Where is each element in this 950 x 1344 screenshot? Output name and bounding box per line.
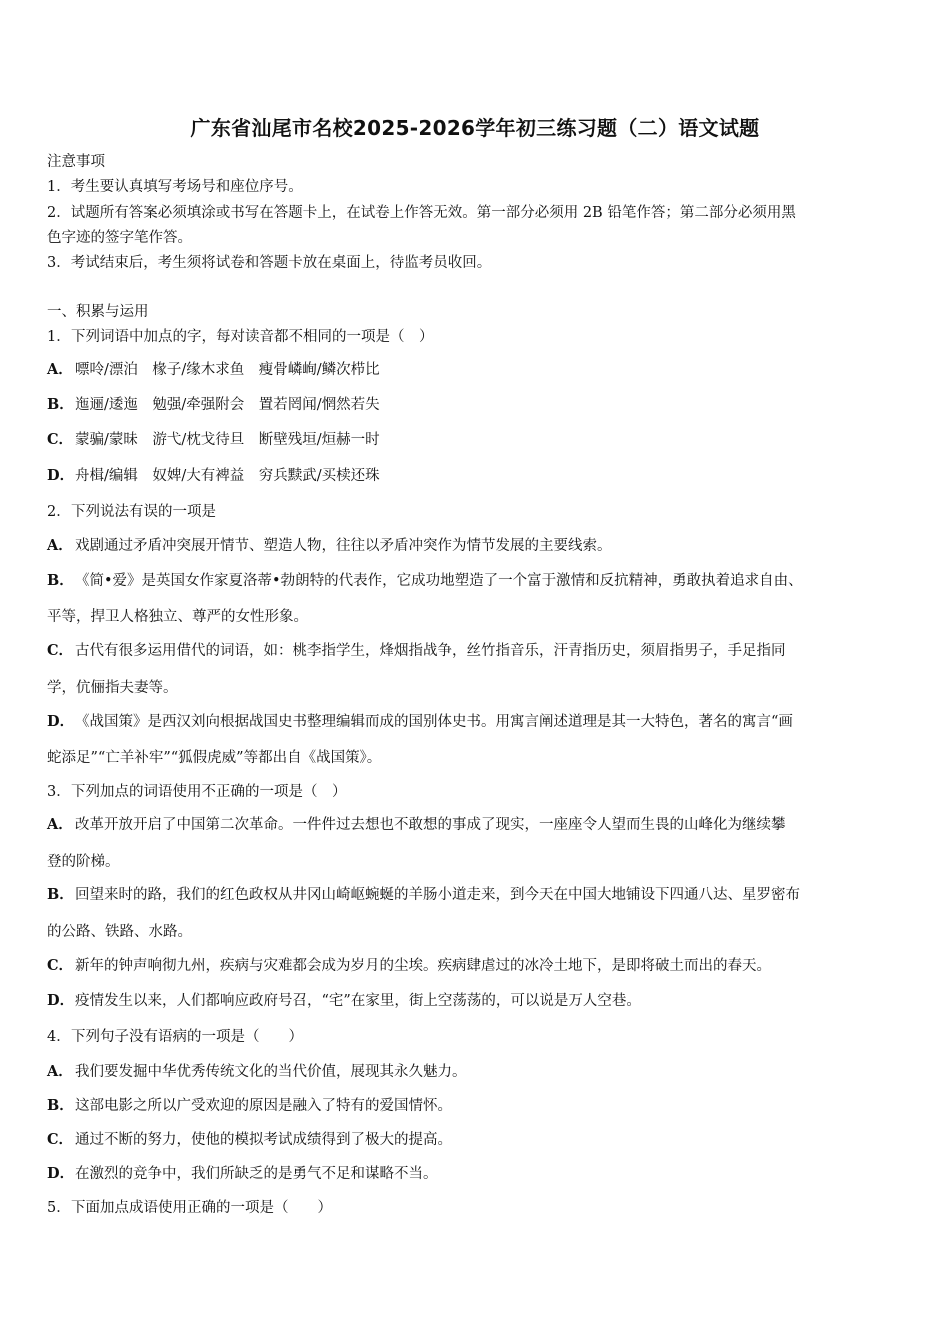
q2-option-b [47, 571, 907, 591]
option-text-continued: 的公路、铁路、水路。 [47, 924, 192, 940]
q3-option-d [47, 991, 907, 1011]
option-text: 我们要发掘中华优秀传统文化的当代价值，展现其永久魅力。 [75, 1064, 467, 1080]
option-text: 改革开放开启了中国第二次革命。一件件过去想也不敢想的事成了现实，一座座令人望而生畏的山峰化为继续攀 [75, 817, 786, 833]
option-text: 疫情发生以来，人们都响应政府号召，“宅”在家里，街上空荡荡的，可以说是万人空巷。 [75, 993, 641, 1009]
option-text: 回望来时的路，我们的红色政权从井冈山崎岖蜿蜒的羊肠小道走来，到今天在中国大地铺设下四通八达、星罗密布 [75, 887, 800, 903]
option-label: A． [47, 816, 73, 833]
q3-option-b [47, 885, 907, 905]
question-stem: 下列说法有误的一项是 [71, 504, 216, 520]
option-text: 新年的钟声响彻九州，疾病与灾难都会成为岁月的尘埃。疾病肆虐过的冰冷土地下，是即将破土而出的春天。 [75, 958, 771, 974]
question-3 [47, 782, 907, 802]
page-title: 广东省汕尾市名校2025-2026学年初三练习题（二）语文试题 [190, 116, 760, 140]
question-stem: 下面加点成语使用正确的一项是（ ） [71, 1200, 332, 1216]
q1-option-d [47, 466, 907, 486]
question-number: 1． [47, 329, 71, 345]
option-text: 这部电影之所以广受欢迎的原因是融入了特有的爱国情怀。 [75, 1098, 452, 1114]
option-label: D． [47, 1165, 75, 1182]
q3-option-a [47, 815, 907, 835]
q2-option-a [47, 536, 907, 556]
option-label: C． [47, 1131, 74, 1148]
option-label: C． [47, 957, 74, 974]
option-text: 戏剧通过矛盾冲突展开情节、塑造人物，往往以矛盾冲突作为情节发展的主要线索。 [75, 538, 612, 554]
question-stem: 下列加点的词语使用不正确的一项是（ ） [71, 784, 347, 800]
option-label: D． [47, 467, 75, 484]
option-text: 舟楫/编辑 奴婢/大有裨益 穷兵黩武/买椟还珠 [75, 468, 380, 484]
option-text: 通过不断的努力，使他的模拟考试成绩得到了极大的提高。 [75, 1132, 452, 1148]
option-label: A． [47, 1063, 73, 1080]
notice-heading: 注意事项 [47, 154, 105, 170]
q1-option-a [47, 360, 907, 380]
notice-item: 1．考生要认真填写考场号和座位序号。 [47, 179, 303, 195]
question-number: 2． [47, 504, 71, 520]
question-stem: 下列句子没有语病的一项是（ ） [71, 1029, 303, 1045]
option-text: 《战国策》是西汉刘向根据战国史书整理编辑而成的国别体史书。用寓言阐述道理是其一大特色，著名的寓言“画 [75, 714, 793, 730]
option-label: B． [47, 396, 74, 413]
notice-item: 色字迹的签字笔作答。 [47, 230, 192, 246]
option-label: B． [47, 1097, 74, 1114]
q1-option-b [47, 395, 907, 415]
option-label: B． [47, 886, 74, 903]
option-text-continued: 蛇添足”“亡羊补牢”“狐假虎威”等都出自《战国策》。 [47, 750, 382, 766]
option-text-continued: 平等，捍卫人格独立、尊严的女性形象。 [47, 609, 308, 625]
q2-option-c [47, 641, 907, 661]
option-label: C． [47, 431, 74, 448]
q3-option-c [47, 956, 907, 976]
section-heading: 一、积累与运用 [47, 304, 149, 320]
question-number: 5． [47, 1200, 71, 1216]
question-2 [47, 502, 907, 522]
q4-option-a [47, 1062, 907, 1082]
question-number: 4． [47, 1029, 71, 1045]
question-number: 3． [47, 784, 71, 800]
option-text: 蒙骗/蒙昧 游弋/枕戈待旦 断壁残垣/烜赫一时 [75, 432, 380, 448]
option-text: 《简•爱》是英国女作家夏洛蒂•勃朗特的代表作，它成功地塑造了一个富于激情和反抗精神，勇敢执着追求自由、 [75, 573, 803, 589]
q4-option-c [47, 1130, 907, 1150]
question-stem: 下列词语中加点的字，每对读音都不相同的一项是（ ） [71, 329, 434, 345]
option-label: D． [47, 713, 75, 730]
option-label: A． [47, 537, 73, 554]
notice-item: 3．考试结束后，考生须将试卷和答题卡放在桌面上，待监考员收回。 [47, 255, 492, 271]
option-text-continued: 学，伉俪指夫妻等。 [47, 680, 178, 696]
option-label: B． [47, 572, 74, 589]
option-text: 在激烈的竞争中，我们所缺乏的是勇气不足和谋略不当。 [75, 1166, 438, 1182]
option-text: 迤逦/逶迤 勉强/牵强附会 置若罔闻/惘然若失 [75, 397, 380, 413]
q1-option-c [47, 430, 907, 450]
q2-option-d [47, 712, 907, 732]
q4-option-b [47, 1096, 907, 1116]
option-label: A． [47, 361, 73, 378]
question-1 [47, 327, 907, 347]
option-label: D． [47, 992, 75, 1009]
option-text: 嘌呤/漂泊 椽子/缘木求鱼 瘦骨嶙峋/鳞次栉比 [75, 362, 380, 378]
option-text: 古代有很多运用借代的词语，如：桃李指学生，烽烟指战争，丝竹指音乐，汗青指历史，须眉指男子，手足指同 [75, 643, 786, 659]
option-label: C． [47, 642, 74, 659]
q4-option-d [47, 1164, 907, 1184]
option-text-continued: 登的阶梯。 [47, 854, 120, 870]
notice-item: 2．试题所有答案必须填涂或书写在答题卡上，在试卷上作答无效。第一部分必须用 2B 铅笔作答；第二部分必须用黑 [47, 205, 796, 221]
question-4 [47, 1027, 907, 1047]
question-5 [47, 1198, 907, 1218]
